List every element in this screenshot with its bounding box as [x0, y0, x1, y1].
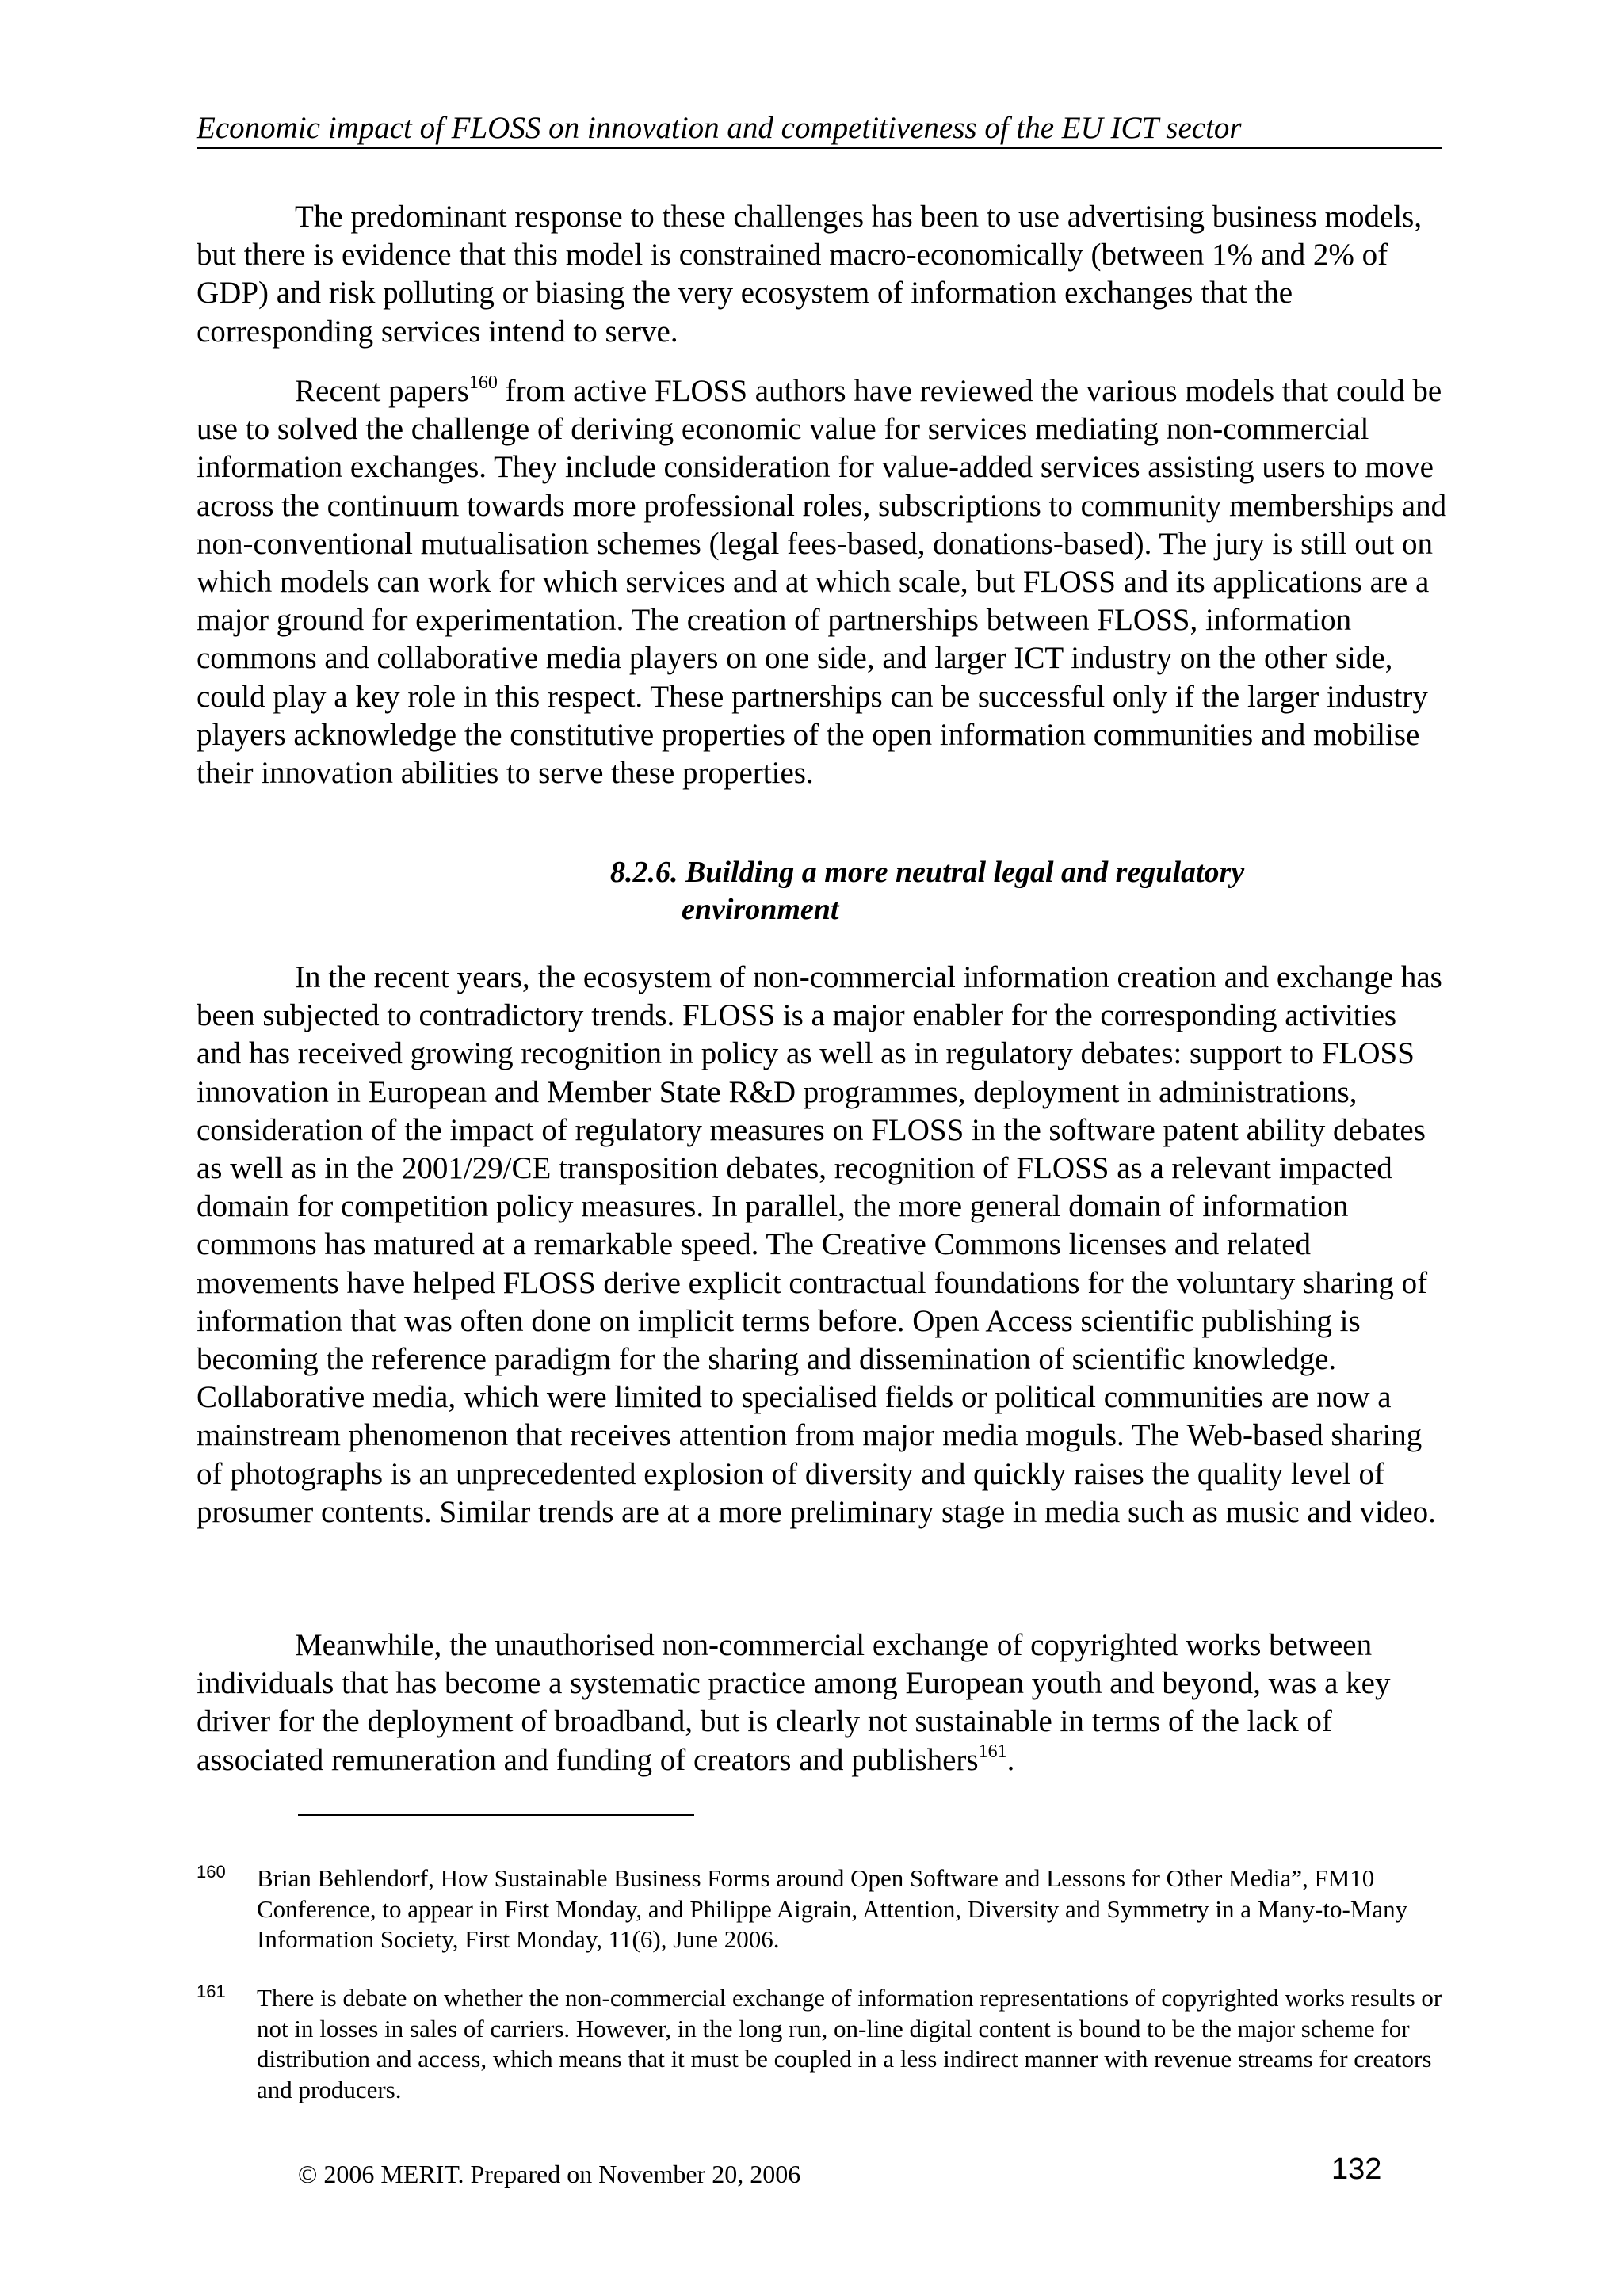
footnote-reference-160[interactable]: 160 — [468, 372, 498, 393]
footnote-divider — [298, 1814, 694, 1816]
footnote-text: Brian Behlendorf, How Sustainable Business Forms around Open Software and Lessons for Other Media”, FM10 Conference, to appear in First Monday, and Philippe Aigrain, Attention, Diversity and Symmetry in a Many-to-Many Information Society, First Monday, 11(6), June 2006. — [257, 1864, 1408, 1953]
section-title-line2: environment — [682, 893, 839, 926]
running-header: Economic impact of FLOSS on innovation and competitiveness of the EU ICT sector — [197, 109, 1442, 149]
section-number: 8.2.6. — [610, 856, 678, 889]
footnote-reference-161[interactable]: 161 — [978, 1741, 1007, 1762]
footnote-number: 160 — [197, 1862, 226, 1882]
paragraph-ecosystem-trends: In the recent years, the ecosystem of non-commercial information creation and exchange has been subjected to contradictory trends. FLOSS is a major enabler for the corresponding activities and has received growing recognition in policy as well as in regulatory debates: support to FLOSS innovation in European and Member State R&D programmes, deployment in administrations, consideration of the impact of regulatory measures on FLOSS in the software patent ability debates as well as in the 2001/29/CE transposition debates, recognition of FLOSS as a relevant impacted domain for competition policy measures. In parallel, the more general domain of information commons has matured at a remarkable speed. The Creative Commons licenses and related movements have helped FLOSS derive explicit contractual foundations for the voluntary sharing of information that was often done on implicit terms before. Open Access scientific publishing is becoming the reference paradigm for the sharing and dissemination of scientific knowledge. Collaborative media, which were limited to specialised fields or political communities are now a mainstream phenomenon that receives attention from major media moguls. The Web-based sharing of photographs is an unprecedented explosion of diversity and quickly raises the quality level of prosumer contents. Similar trends are at a more preliminary stage in media such as music and video. — [197, 960, 1442, 1529]
footnote-160 — [197, 1863, 1449, 1955]
footer-copyright: © 2006 MERIT. Prepared on November 20, 2006 — [298, 2160, 801, 2188]
paragraph-text: Meanwhile, the unauthorised non-commercial exchange of copyrighted works between individuals that has become a systematic practice among European youth and beyond, was a key driver for the deployment of broadband, but is clearly not sustainable in terms of the lack of associated remuneration and funding of creators and publishers — [197, 1628, 1391, 1777]
paragraph-text: . — [1006, 1742, 1015, 1777]
section-heading — [610, 854, 1387, 929]
footnote-161 — [197, 1983, 1449, 2105]
paragraph-text: Recent papers — [295, 374, 469, 408]
paragraph-recent-papers — [197, 372, 1449, 792]
paragraph-unauthorised-exchange — [197, 1627, 1449, 1779]
paragraph-advertising-models: The predominant response to these challenges has been to use advertising business models, but there is evidence that this model is constrained macro-economically (between 1% and 2% of GDP) and risk polluting or biasing the very ecosystem of information exchanges that the corresponding services intend to serve. — [197, 200, 1423, 349]
paragraph-text: from active FLOSS authors have reviewed the various models that could be use to solved the challenge of deriving economic value for services mediating non-commercial information exchanges. They include consideration for value-added services assisting users to move across the continuum towards more professional roles, subscriptions to community memberships and non-conventional mutualisation schemes (legal fees-based, donations-based). The jury is still out on which models can work for which services and at which scale, but FLOSS and its applications are a major ground for experimentation. The creation of partnerships between FLOSS, information commons and collaborative media players on one side, and larger ICT industry on the other side, could play a key role in this respect. These partnerships can be successful only if the larger industry players acknowledge the constitutive properties of the open information communities and mobilise their innovation abilities to serve these properties. — [197, 374, 1447, 791]
page-number: 132 — [1331, 2153, 1382, 2186]
footnote-text: There is debate on whether the non-commercial exchange of information representations of copyrighted works results or not in losses in sales of carriers. However, in the long run, on-line digital content is bound to be the major scheme for distribution and access, which means that it must be coupled in a less indirect manner with revenue streams for creators and producers. — [257, 1984, 1442, 2103]
section-title-line1: Building a more neutral legal and regulatory — [685, 856, 1245, 889]
footnote-number: 161 — [197, 1981, 226, 2001]
